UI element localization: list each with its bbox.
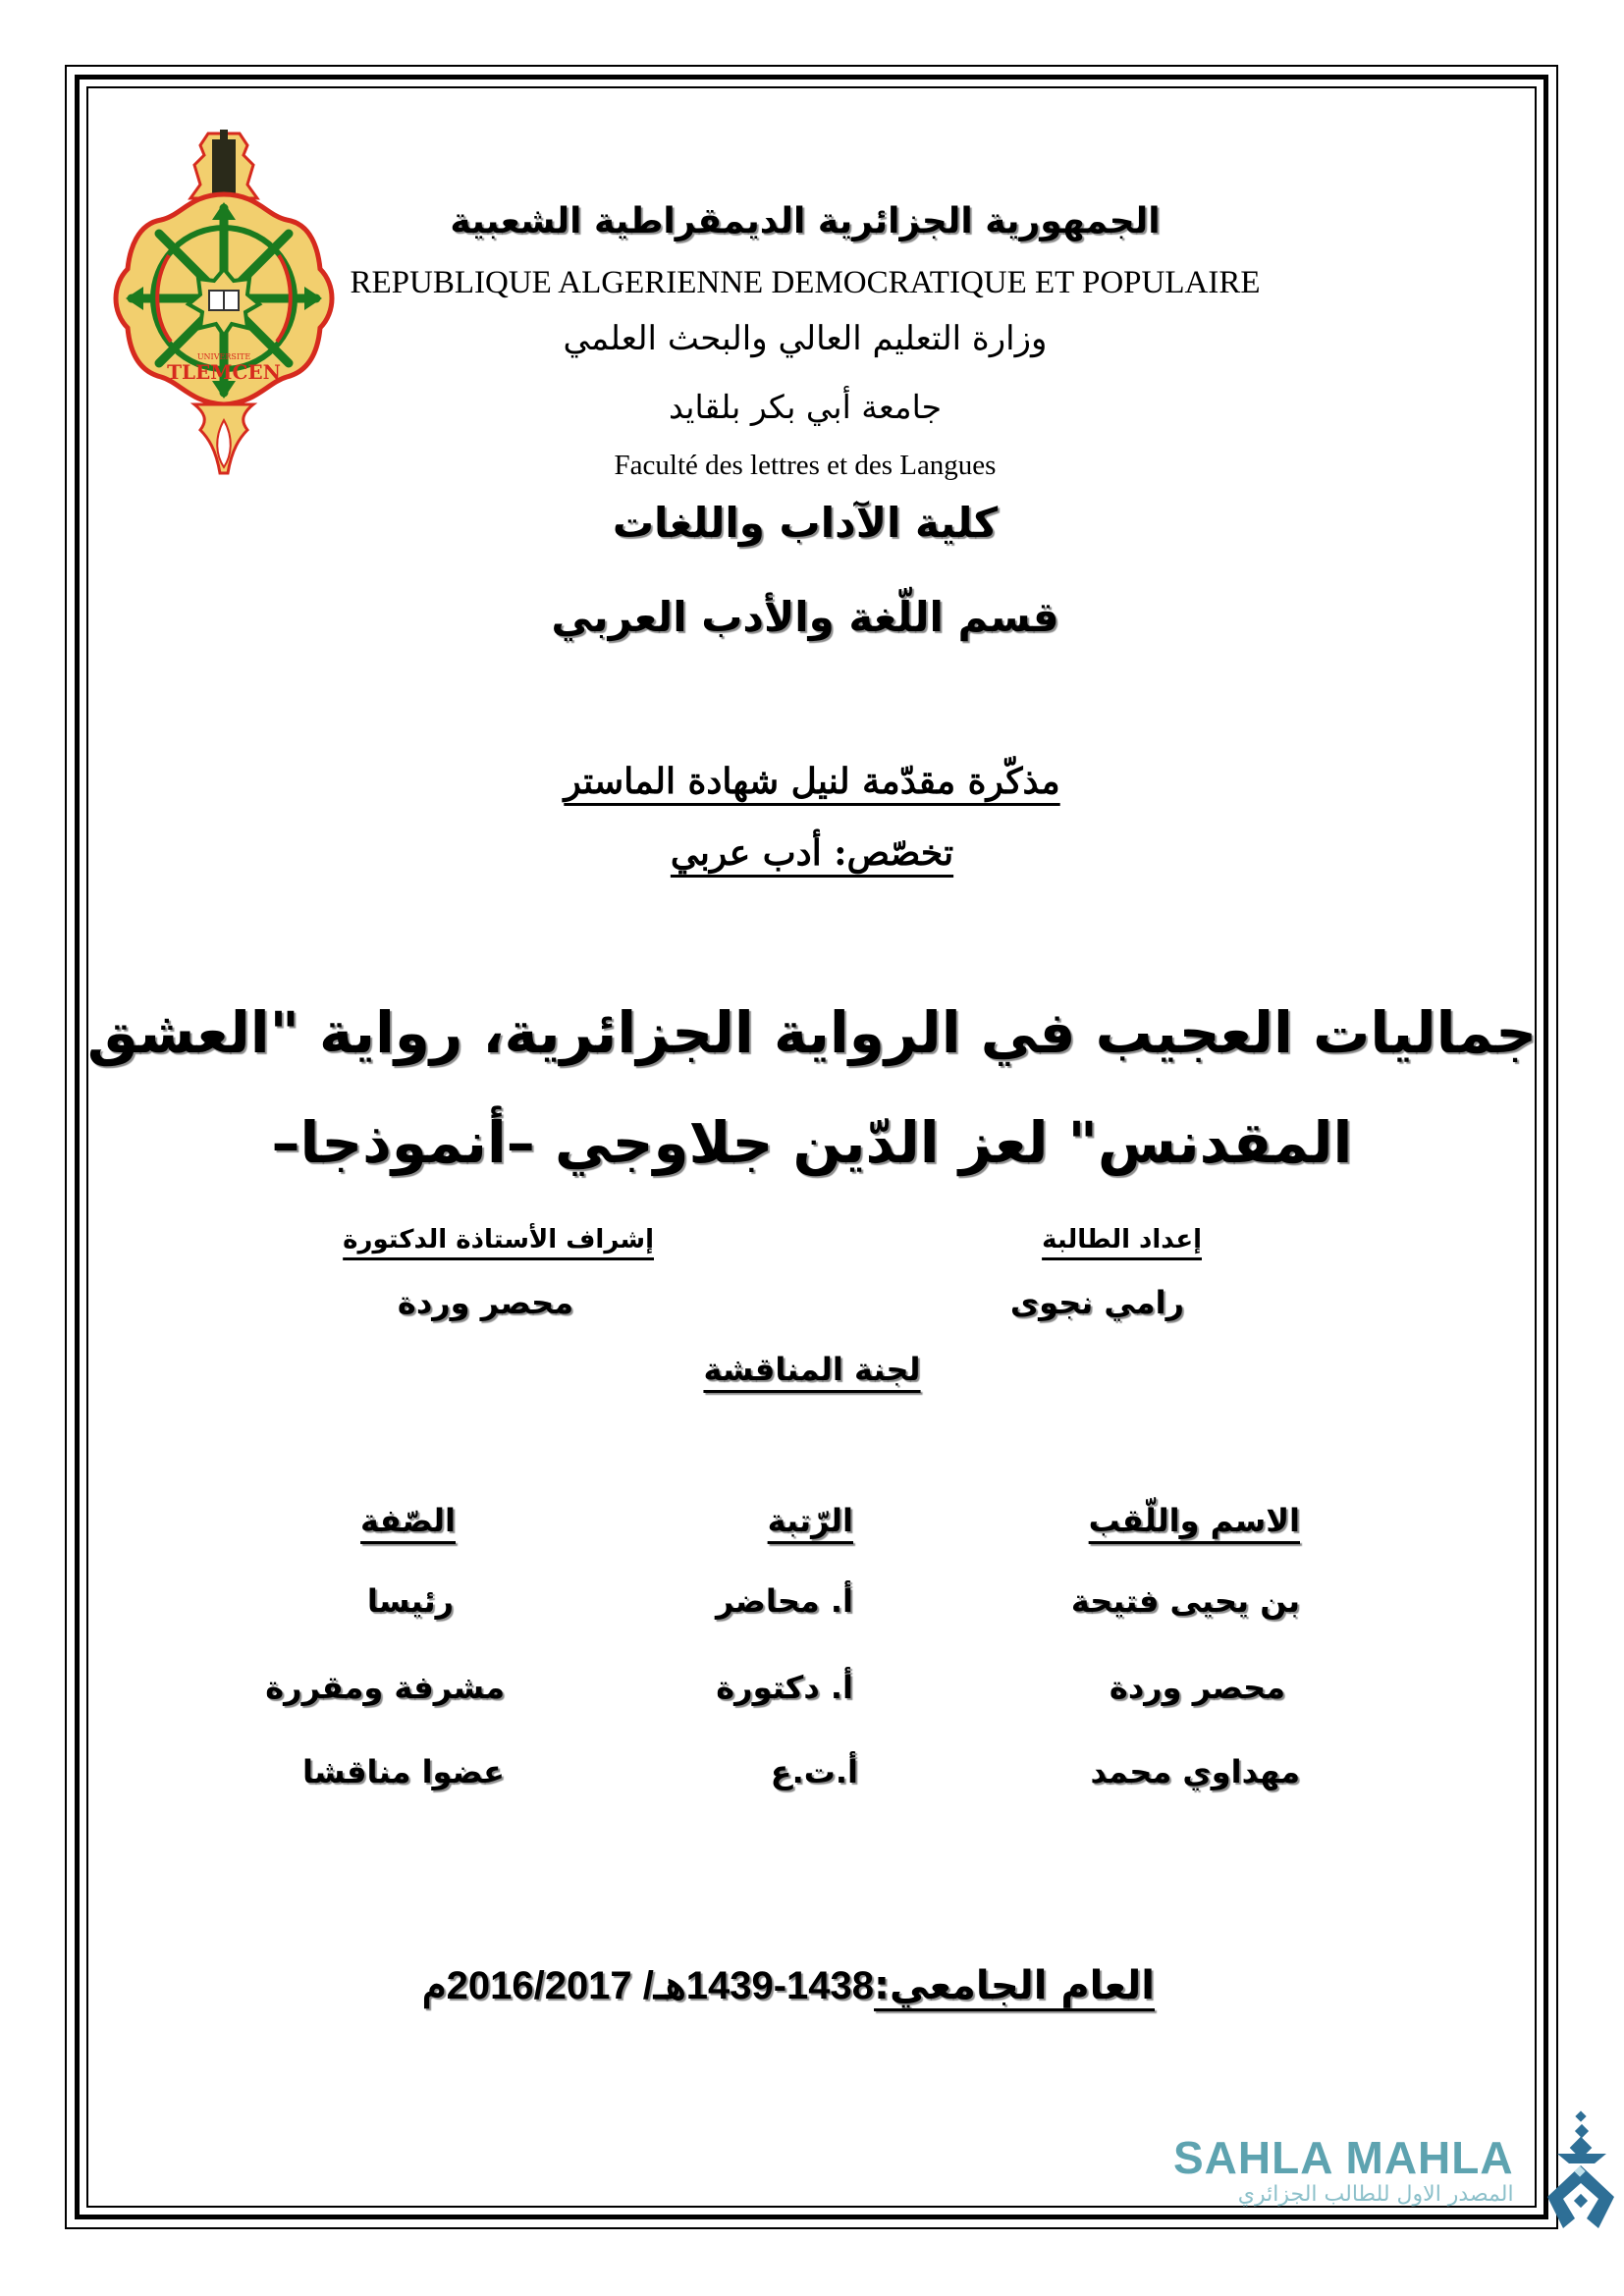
faculty-arabic: كلية الآداب واللغات [612,499,999,547]
university-arabic: جامعة أبي بكر بلقايد [668,388,943,426]
faculty-french: Faculté des lettres et des Langues [614,450,997,481]
republic-arabic: الجمهورية الجزائرية الديمقراطية الشعبية [450,201,1161,241]
academic-year-hijri: 1438-1439هـ/ [631,1964,875,2007]
watermark-subtitle: المصدر الاول للطالب الجزائري [1237,2182,1514,2207]
svg-text:TLEMCEN: TLEMCEN [167,360,281,384]
sahla-mahla-watermark [1173,2132,1514,2207]
committee-row-3-rank: أ.ت.ع [770,1753,858,1790]
committee-row-1-role: رئيسا [366,1582,454,1620]
thesis-specialty: تخصّص: أدب عربي [670,832,954,874]
committee-row-1-rank: أ. محاضر [716,1582,853,1620]
committee-row-3-role: عضوا مناقشا [302,1753,505,1790]
watermark-title: SAHLA MAHLA [1173,2132,1514,2183]
thesis-title-line-2: المقدنس" لعز الدّين جلاوجي –أنموذجا– [271,1109,1353,1176]
thesis-title-line-1: جماليات العجيب في الرواية الجزائرية، رواية "العشق [86,999,1538,1066]
committee-row-2-name: محصر وردة [1109,1669,1285,1706]
student-name: رامي نجوى [1009,1284,1184,1321]
department-arabic: قسم اللّغة والأدب العربي [551,593,1059,641]
committee-title: لجنة المناقشة [703,1351,921,1388]
academic-year-label: العام الجامعي: [874,1963,1155,2008]
committee-header-role: الصّفة [360,1502,456,1539]
academic-year [422,1963,1155,2008]
committee-row-1-name: بن يحيى فتيحة [1070,1582,1300,1620]
thesis-type: مذكّرة مقدّمة لنيل شهادة الماستر [564,761,1060,802]
student-label: إعداد الطالبة [1042,1225,1202,1255]
republic-french: REPUBLIQUE ALGERIENNE DEMOCRATIQUE ET POPULAIRE [350,265,1261,300]
supervisor-name: محصر وردة [397,1284,573,1321]
ministry-arabic: وزارة التعليم العالي والبحث العلمي [563,319,1048,358]
supervisor-label: إشراف الأستاذة الدكتورة [343,1225,654,1255]
svg-text:UNIVERSITE: UNIVERSITE [196,352,251,361]
committee-row-2-role: مشرفة ومقررة [265,1669,505,1706]
university-emblem-icon [110,126,338,481]
sahla-mahla-logo-icon [1543,2110,1620,2238]
committee-header-name: الاسم واللّقب [1088,1502,1300,1539]
committee-header-rank: الرّتبة [767,1502,853,1539]
committee-row-2-rank: أ. دكتورة [716,1669,853,1706]
academic-year-gregorian: 2016/2017م [421,1964,632,2007]
committee-row-3-name: مهداوي محمد [1090,1753,1300,1790]
